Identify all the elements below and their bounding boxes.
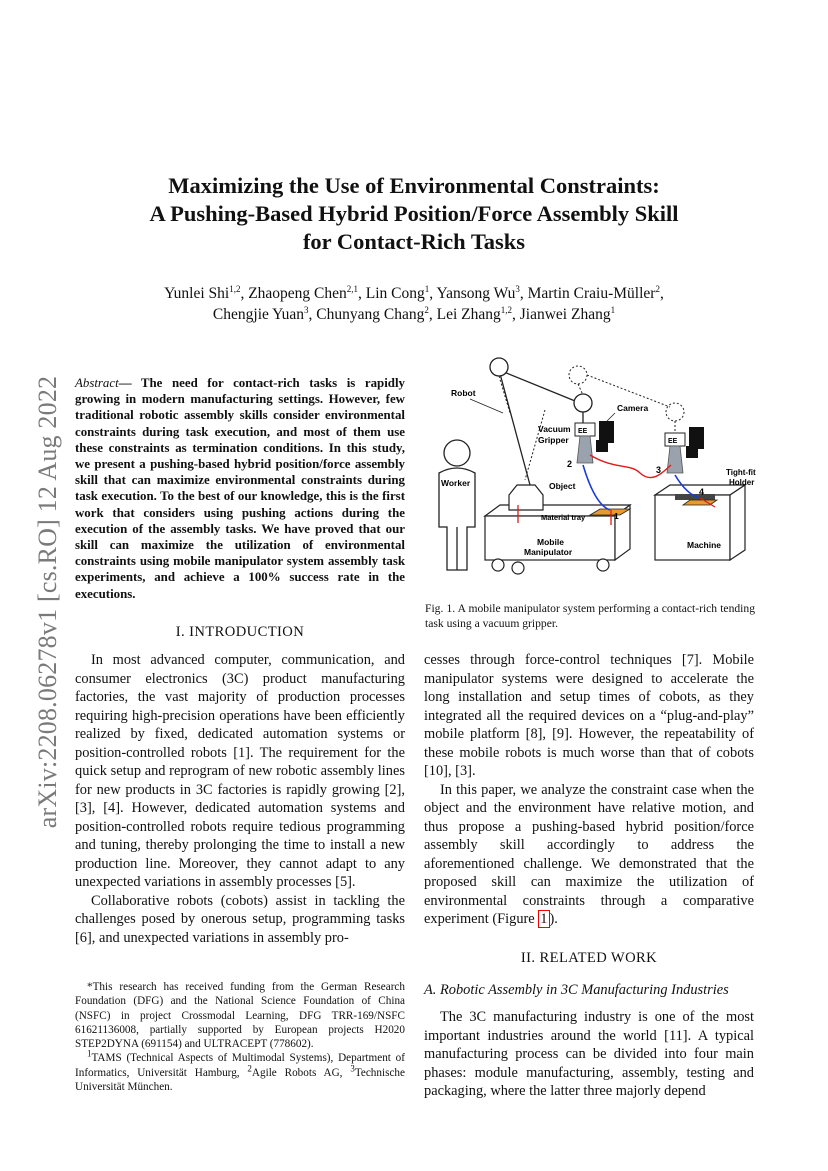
intro-right-column: [424, 651, 754, 929]
intro-left-column: [75, 651, 405, 947]
label-machine: Machine: [687, 540, 722, 550]
subsection-heading-3c: A. Robotic Assembly in 3C Manufacturing Industries: [424, 982, 729, 998]
label-worker: Worker: [441, 478, 471, 488]
robot-joint-2: [574, 394, 592, 412]
robot-arm-link-1: [499, 370, 530, 485]
title-line-2: A Pushing-Based Hybrid Position/Force Assembly Skill: [149, 201, 679, 226]
label-robot: Robot: [451, 388, 476, 398]
step-number-2: 2: [567, 459, 573, 469]
related-paragraph-1: The 3C manufacturing industry is one of the most important industries around the world [11]. A typical manufacturing process can be divided into four main phases: module manufacturing, assembly, testing and packaging, where the latter three majorly depend: [424, 1009, 754, 1099]
related-work-column: [424, 1008, 754, 1101]
label-ee-1: EE: [578, 428, 588, 435]
section-heading-introduction: I. INTRODUCTION: [175, 624, 305, 640]
label-object: Object: [549, 481, 576, 491]
vacuum-gripper-1: [577, 436, 593, 463]
robot-joint-1: [490, 358, 508, 376]
camera-2: [689, 427, 704, 449]
figure-1-reference-link[interactable]: 1: [540, 911, 548, 927]
label-gripper: Gripper: [538, 435, 569, 445]
label-holder: Holder: [729, 478, 755, 487]
intro-paragraph-2: Collaborative robots (cobots) assist in tackling the challenges posed by onerous setup, programming tasks [6], and unexpected variations in assembly pro-: [75, 892, 405, 946]
step-number-3: 3: [656, 465, 662, 475]
abstract-text: — The need for contact-rich tasks is rapidly growing in modern manufacturing settings. However, few traditional robotic assembly skills consider environmental constraints during task execution, and most of them use these constraints as termination conditions. In this study, we present a pushing-based hybrid position/force assembly skill that can maximize environmental constraints during task execution. To the best of our knowledge, this is the first work that considers using pushing actions during the execution of the assembly tasks. We have proved that our skill can maximize the utilization of environmental constraints using mobile manipulator system assembly task experiments, and achieve a 100% success rate in the executions.: [75, 376, 405, 601]
funding-footnote: *This research has received funding from the German Research Foundation (DFG) and the National Science Foundation of China (NSFC) in project Crossmodal Learning, DFG TRR-169/NSFC 61621136008, partially supported by European projects H2020 STEP2DYNA (691154) and ULTRACEPT (778602).: [75, 981, 405, 1051]
worker-head: [444, 440, 470, 466]
title-line-3: for Contact-Rich Tasks: [302, 229, 526, 254]
robot-arm-link-2: [499, 370, 580, 403]
label-vacuum: Vacuum: [538, 424, 571, 434]
label-camera: Camera: [617, 403, 649, 413]
intro-paragraph-2-continued: cesses through force-control techniques [7]. Mobile manipulator systems were designed to accelerate the long installation and setup times of cobots, as they integrated all the required devices on a “plug-and-play” mobile platform [8], [9]. However, the repeatability of these mobile robots is much worse than that of cobots [10], [3].: [424, 652, 754, 779]
vacuum-gripper-2: [667, 446, 683, 473]
abstract: [75, 375, 405, 602]
intro-paragraph-1: In most advanced computer, communication, and consumer electronics (3C) product manufacturing factories, the vast majority of production processes requiring high-precision operations have been efficiently realized by fixed, dedicated automation systems or position-controlled robots [1]. The requirement for the quick setup and reprogram of new robotic assembly lines for new products in 3C factories is rapidly growing [2], [3], [4]. However, dedicated automation systems and position-controlled robots require tedious programming and tuning, thereby prolonging the time to install a new production line. Moreover, they cannot adapt to any unexpected variations in assembly processes [5].: [75, 652, 405, 890]
label-manipulator: Manipulator: [524, 547, 573, 557]
figure-1-illustration: [425, 355, 760, 585]
author-list: [90, 283, 738, 325]
label-mobile: Mobile: [537, 537, 564, 547]
abstract-label: Abstract: [75, 376, 119, 390]
camera-1: [599, 421, 614, 443]
title-line-1: Maximizing the Use of Environmental Constraints:: [168, 173, 660, 198]
label-material-tray: Material tray: [541, 513, 586, 522]
affiliation-footnote: $^1$TAMS (Technical Aspects of Multimodal Systems), Department of Informatics, Universität Hamburg, $^2$Agile Robots AG, $^3$Technische Universität München.: [75, 1048, 405, 1094]
figure-1-caption: Fig. 1. A mobile manipulator system performing a contact-rich tending task using a vacuum gripper.: [425, 602, 755, 630]
section-heading-related-work: II. RELATED WORK: [520, 950, 658, 966]
arxiv-identifier: arXiv:2208.06278v1 [cs.RO] 12 Aug 2022: [33, 375, 62, 829]
footnotes: [75, 980, 405, 1094]
label-ee-2: EE: [668, 438, 678, 445]
paper-title: [90, 172, 738, 256]
authors-line-2: Chengjie Yuan$^3$, Chunyang Chang$^2$, Lei Zhang$^{1,2}$, Jianwei Zhang$^1$: [212, 304, 616, 323]
authors-line-1: Yunlei Shi$^{1,2}$, Zhaopeng Chen$^{2,1}$, Lin Cong$^1$, Yansong Wu$^3$, Martin Craiu-Müller$^2$,: [164, 283, 664, 302]
step-number-4: 4: [699, 487, 705, 497]
label-tight-fit: Tight-fit: [726, 468, 756, 477]
robot-ghost-joint-2: [666, 403, 684, 421]
intro-paragraph-3: In this paper, we analyze the constraint case when the object and the environment have relative motion, and thus propose a pushing-based hybrid position/force assembly skill accordingly to address the aforementioned challenge. We demonstrated that the proposed skill can maximize the utilization of environmental constraints through a comparative experiment (Figure 1 ).: [424, 781, 754, 927]
robot-ghost-joint-1: [569, 366, 587, 384]
step-number-1: 1: [614, 511, 619, 521]
